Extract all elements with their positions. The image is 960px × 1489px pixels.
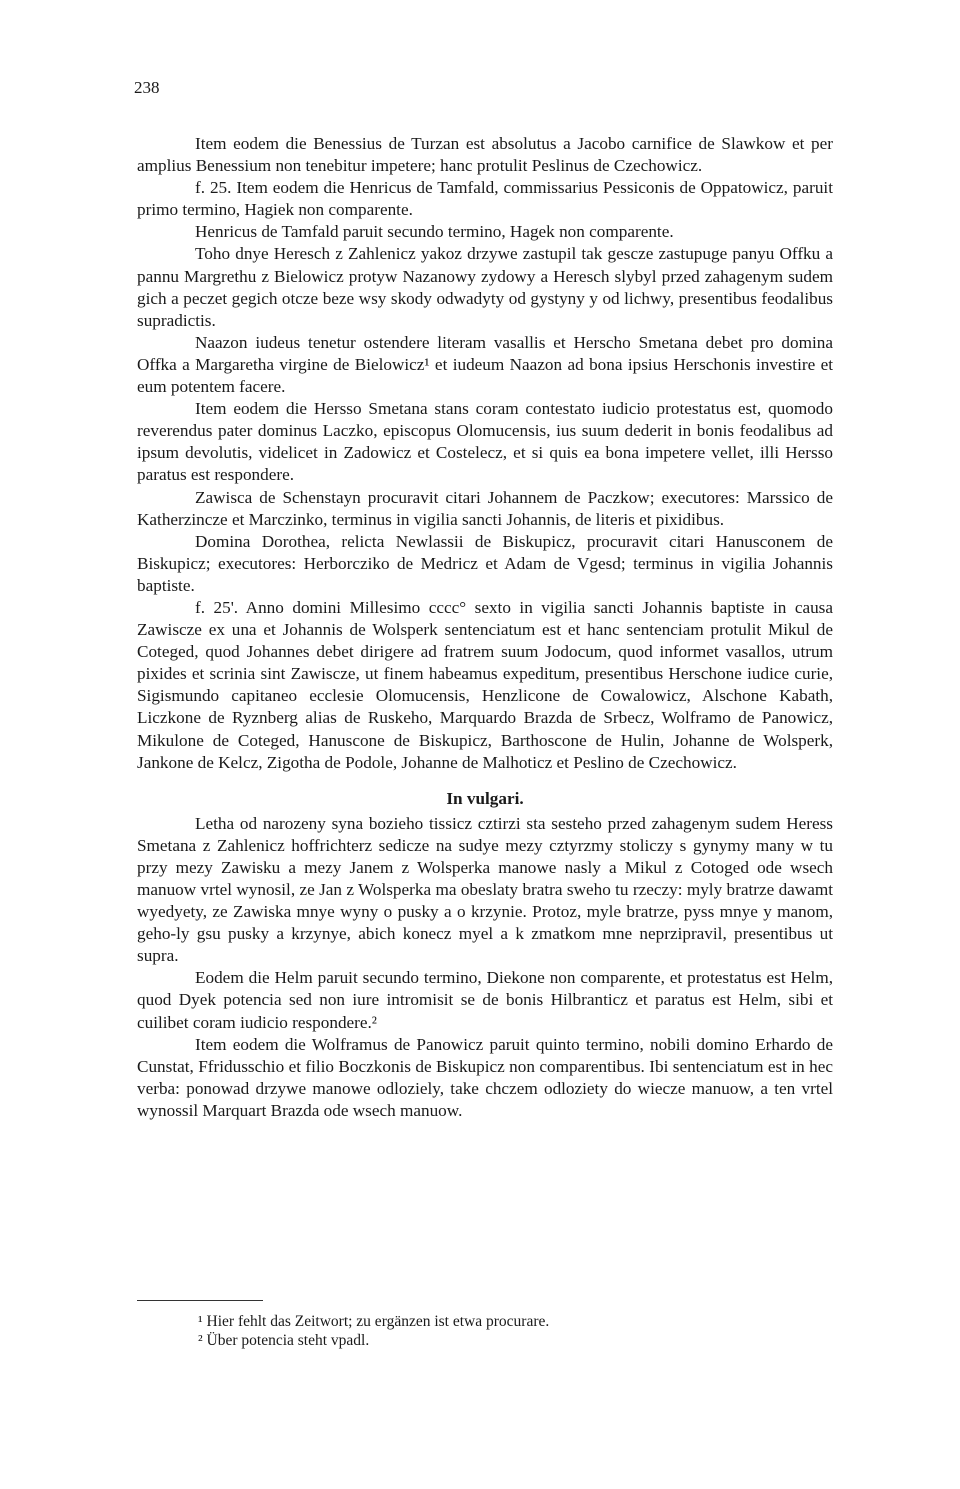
footnote: ¹ Hier fehlt das Zeitwort; zu ergänzen ist etwa procurare. [198, 1313, 550, 1330]
paragraph: Item eodem die Benessius de Turzan est absolutus a Jacobo carnifice de Slawkow et per amplius Benessium non tenebitur impetere; hanc protulit Peslinus de Czechowicz. [137, 134, 833, 176]
section-heading: In vulgari. [446, 788, 524, 808]
paragraph: Naazon iudeus tenetur ostendere literam vasallis et Herscho Smetana debet pro domina Offka a Margaretha virgine de Bielowicz¹ et iudeum Naazon ad bona ipsius Herschonis investire et eum potentem facere. [137, 332, 833, 397]
footnote-divider [137, 1300, 263, 1301]
paragraph: Toho dnye Heresch z Zahlenicz yakoz drzywe zastupil tak gescze zastupuge panyu Offku a pannu Margrethu z Bielowicz protyw Nazanowy zydowy a Heresch slybyl przed zahagenym sudem gich a peczet gegich otcze beze wsy skody odwadyty od gystyny y od lichwy, presentibus feodalibus supradictis. [137, 244, 833, 330]
page-number: 238 [134, 78, 160, 97]
paragraph: Eodem die Helm paruit secundo termino, Diekone non comparente, et protestatus est Helm, quod Dyek potencia sed non iure intromisit se de bonis Hilbranticz et paratus est Helm, sibi et cuilibet coram iudicio respondere.² [137, 968, 833, 1032]
paragraph: f. 25'. Anno domini Millesimo cccc° sexto in vigilia sancti Johannis baptiste in causa Zawiscze ex una et Johannis de Wolsperk sentenciatum est et hanc sentenciam protulit Mikul de Coteged, quod Johannes debet dirigere ad fratrem suum Jodocum, quod informet vasallos, utrum pixides et scrinia sint Zawiscze, ut finem habeamus expeditum, presentibus Herschone iudice curie, Sigismundo capitaneo ecclesie Olomucensis, Henzlicone de Cowalowicz, Alschone Kabath, Liczkone de Ryznberg alias de Ruskeho, Marquardo Brazda de Srbecz, Wolframo de Panowicz, Mikulone de Coteged, Hanuscone de Biskupicz, Barthoscone de Hulin, Johanne de Wolsperk, Jankone de Kelcz, Zigotha de Podole, Johanne de Malhoticz et Peslino de Czechowicz. [137, 597, 833, 772]
paragraph: Zawisca de Schenstayn procuravit citari Johannem de Paczkow; executores: Marssico de Katherzincze et Marczinko, terminus in vigilia sancti Johannis, de literis et pixidibus. [137, 487, 833, 529]
footnote: ² Über potencia steht vpadl. [198, 1332, 370, 1349]
paragraph: Item eodem die Wolframus de Panowicz paruit quinto termino, nobili domino Erhardo de Cunstat, Ffridusschio et filio Boczkonis de Biskupicz non comparentibus. Ibi sentenciatum est in hec verba: ponowad drzywe manowe odloziely, take chczem odloziety do wiecze manuow, a ten vrtel wynossil Marquart Brazda ode wsech manuow. [137, 1034, 833, 1120]
paragraph: Henricus de Tamfald paruit secundo termino, Hagek non comparente. [195, 222, 674, 242]
footnotes [198, 1312, 798, 1350]
paragraph: Item eodem die Hersso Smetana stans coram contestato iudicio protestatus est, quomodo reverendus pater dominus Laczko, episcopus Olomucensis, ius suum dederit in bonis feodalibus ad ipsum devolutis, videlicet in Zadowicz et Costelecz, et si quis ea bona impetere vellet, illi Hersso paratus est respondere. [137, 399, 833, 485]
main-text [137, 133, 833, 1122]
paragraph: f. 25. Item eodem die Henricus de Tamfald, commissarius Pessiconis de Oppatowicz, paruit primo termino, Hagiek non comparente. [137, 178, 833, 220]
paragraph: Domina Dorothea, relicta Newlassii de Biskupicz, procuravit citari Hanusconem de Biskupicz; executores: Herborcziko de Medricz et Adam de Vgesd; terminus in vigilia Johannis baptiste. [137, 531, 833, 595]
paragraph: Letha od narozeny syna bozieho tissicz cztirzi sta sesteho przed zahagenym sudem Heress Smetana z Zahlenicz hoffrichterz sedicze na sudye mezy cztyrzmy stoliczy s gynymy many w tu przy mezy Zawisku a mezy Janem z Wolsperka manowe nasly a Mikul z Cotoged ode wsech manuow vrtel wynosil, ze Jan z Wolsperka ma obeslaty bratra sweho tu rzeczy: myly bratrze dawamt wyedyety, ze Zawiska mnye wyny o pusky a o krzynie. Protoz, myle bratrze, pyss mnye y manom, geho-ly gsu pusky a krzynye, abich konecz myel a k zmatkom mne neprzipravil, presentibus ut supra. [137, 813, 833, 966]
